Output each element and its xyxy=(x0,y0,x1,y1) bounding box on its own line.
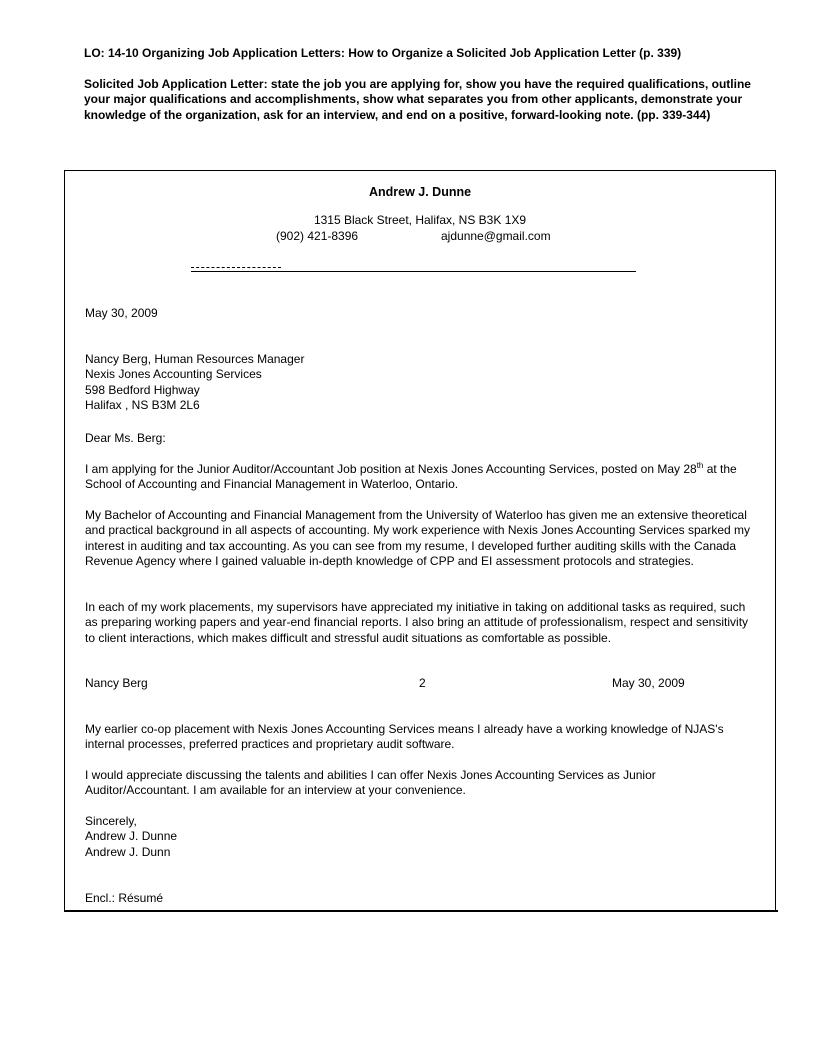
paragraph-opening-text: I am applying for the Junior Auditor/Accountant Job position at Nexis Jones Accounting Services, posted on May 28 xyxy=(85,462,697,476)
closing-block xyxy=(85,814,755,860)
recipient-line-2: Nexis Jones Accounting Services xyxy=(85,367,262,382)
lesson-header xyxy=(84,46,754,123)
paragraph-organization-knowledge: My earlier co-op placement with Nexis Jones Accounting Services means I already have a working knowledge of NJAS's internal processes, preferred practices and proprietary audit software. xyxy=(85,722,724,752)
enclosure-notation: Encl.: Résumé xyxy=(85,891,164,905)
lesson-intro: Solicited Job Application Letter: state the job you are applying for, show you have the required qualifications, outline your major qualifications and accomplishments, show what separates you from other applicants, demonstrate your knowledge of the organization, ask for an interview, and end on a positive, forward-looking note. (pp. 339-344) xyxy=(84,76,751,122)
recipient-line-3: 598 Bedford Highway xyxy=(85,382,200,397)
letter-bottom-rule xyxy=(64,910,778,912)
letterhead-rule-dashed xyxy=(191,267,281,268)
inside-address xyxy=(85,352,755,413)
letterhead-name: Andrew J. Dunne xyxy=(368,185,472,199)
letterhead-address: 1315 Black Street, Halifax, NS B3K 1X9 xyxy=(313,213,527,227)
sample-letter xyxy=(64,170,776,912)
lesson-title: LO: 14-10 Organizing Job Application Letters: How to Organize a Solicited Job Application Letter (p. 339) xyxy=(84,46,682,60)
signature: Andrew J. Dunne xyxy=(85,829,178,844)
paragraph-opening xyxy=(85,462,755,493)
letter-date: May 30, 2009 xyxy=(85,306,158,320)
complimentary-close: Sincerely, xyxy=(85,814,137,828)
ordinal-suffix: th xyxy=(696,461,704,470)
letterhead-rule xyxy=(191,271,636,272)
paragraph-qualifications: My Bachelor of Accounting and Financial Management from the University of Waterloo has given me an extensive theoretical and practical background in all aspects of accounting. My work experience with Nexis Jones Accounting Services sparked my interest in auditing and tax accounting. As you can see from my resume, I developed further auditing skills with the Canada Revenue Agency where I gained valuable in-depth knowledge of CPP and EI assessment protocols and strategies. xyxy=(85,508,750,568)
salutation: Dear Ms. Berg: xyxy=(85,431,166,445)
paragraph-opening-text-end: at the School of Accounting and Financial Management in Waterloo, Ontario. xyxy=(85,462,737,492)
page2-header-date: May 30, 2009 xyxy=(612,676,685,690)
recipient-line-1: Nancy Berg, Human Resources Manager xyxy=(85,352,305,366)
typed-name: Andrew J. Dunn xyxy=(85,844,171,859)
page2-header-number: 2 xyxy=(419,676,426,690)
paragraph-interview-request: I would appreciate discussing the talents and abilities I can offer Nexis Jones Accounting Services as Junior Auditor/Accountant. I am available for an interview at your convenience. xyxy=(85,768,656,798)
letterhead-email: ajdunne@gmail.com xyxy=(441,229,551,243)
recipient-line-4: Halifax , NS B3M 2L6 xyxy=(85,397,200,412)
page2-header-name: Nancy Berg xyxy=(85,676,148,690)
letterhead-phone: (902) 421-8396 xyxy=(276,229,359,243)
paragraph-accomplishments: In each of my work placements, my supervisors have appreciated my initiative in taking on additional tasks as required, such as preparing working papers and year-end financial reports. I also bring an attitude of professionalism, respect and sensitivity to client interactions, which makes difficult and stressful audit situations as comfortable as possible. xyxy=(85,600,749,645)
